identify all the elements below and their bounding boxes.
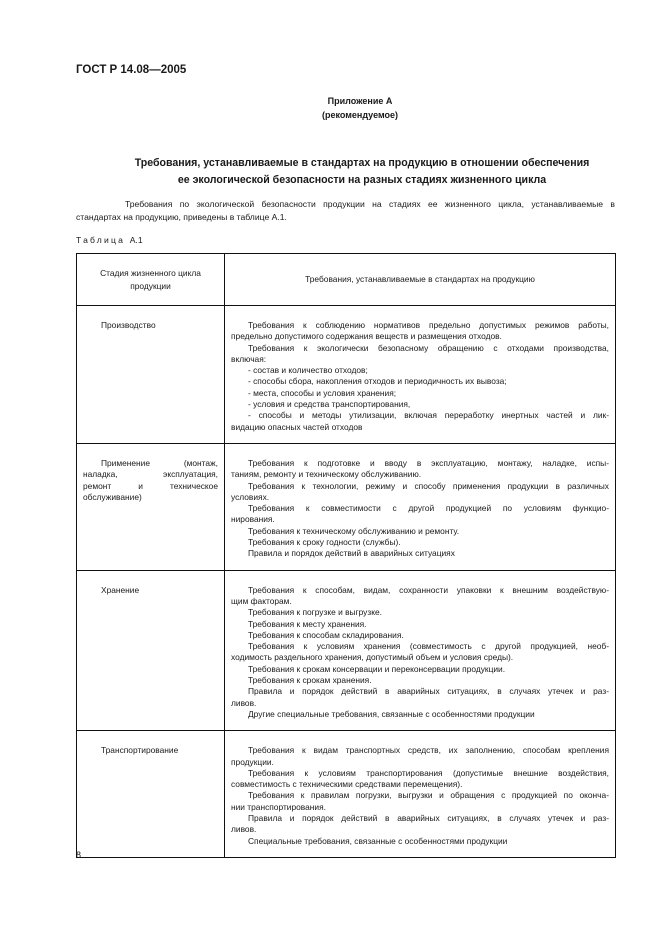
stage-cell: [77, 731, 225, 858]
requirement-line: видацию опасных частей отходов: [231, 421, 363, 432]
requirement-line: таниям, ремонту и техническому обслуживанию.: [231, 469, 422, 480]
requirement-line: Требования к способам, видам, сохранности упаковки к внешним воздействую-: [248, 584, 609, 595]
requirement-line: продукции.: [231, 756, 274, 767]
requirement-line: - способы сбора, накопления отходов и периодичность их вывоза;: [248, 376, 507, 387]
table-label-number: А.1: [129, 235, 143, 245]
requirement-line: Требования к сроку годности (службы).: [248, 537, 401, 548]
table-header-row: [77, 254, 616, 306]
stage-line: Транспортирование: [101, 745, 179, 756]
title-line: Требования, устанавливаемые в стандартах на продукцию в отношении обеспечения: [134, 157, 590, 169]
requirement-line: Требования к срокам хранения.: [248, 675, 372, 686]
stage-line: Производство: [101, 320, 156, 330]
requirement-line: Требования к условиям транспортирования (допустимые внешние воздействия,: [248, 767, 609, 778]
header-stage: Стадия жизненного цикла продукции: [77, 254, 225, 306]
requirement-line: Другие специальные требования, связанные с особенностями продукции: [248, 708, 535, 719]
table-label-word: Таблица: [76, 235, 126, 245]
requirement-line: Специальные требования, связанные с особенностями продукции: [248, 835, 508, 846]
requirement-line: - условия и средства транспортирования,: [248, 399, 411, 410]
title-line: ее экологической безопасности на разных стадиях жизненного цикла: [177, 174, 547, 186]
table-row: [77, 443, 616, 570]
requirement-line: Требования к экологически безопасному обращению с отходами производства,: [248, 342, 609, 353]
appendix-status: (рекомендуемое): [322, 110, 398, 120]
document-id: ГОСТ Р 14.08—2005: [76, 64, 187, 76]
requirement-line: условиях.: [231, 491, 270, 502]
requirement-line: Требования к соблюдению нормативов предельно допустимых режимов работы,: [248, 320, 609, 330]
table-label: [76, 235, 143, 245]
requirement-line: Требования к правилам погрузки, выгрузки и обращения с продукцией по оконча-: [248, 790, 609, 801]
requirement-line: ливов.: [231, 697, 257, 708]
intro-paragraph: [76, 198, 615, 223]
requirement-line: ходимость раздельного хранения, допустимый объем и условия среды).: [231, 652, 514, 663]
requirement-line: Требования к месту хранения.: [248, 618, 367, 629]
requirement-line: нии транспортирования.: [231, 801, 326, 812]
requirement-line: Требования к подготовке и вводу в эксплуатацию, монтажу, наладке, испы-: [248, 457, 609, 468]
requirement-line: - состав и количество отходов;: [248, 365, 368, 376]
requirement-line: - места, способы и условия хранения;: [248, 387, 397, 398]
requirements-cell: [225, 570, 616, 731]
table-row: [77, 731, 616, 858]
requirement-line: Требования к способам складирования.: [248, 629, 404, 640]
requirements-cell: [225, 731, 616, 858]
requirements-cell: [225, 306, 616, 444]
requirement-line: нирования.: [231, 514, 275, 525]
stage-line: Применение (монтаж,: [101, 457, 218, 468]
stage-line: наладка, эксплуатация,: [83, 469, 218, 480]
appendix-label: Приложение А: [327, 96, 393, 106]
requirement-line: Требования к видам транспортных средств, их заполнению, способам крепления: [248, 745, 609, 756]
requirement-line: Требования к срокам консервации и переконсервации продукции.: [248, 663, 506, 674]
stage-line: Хранение: [101, 584, 140, 595]
table-row: [77, 570, 616, 731]
appendix-heading: [210, 94, 510, 122]
requirement-line: Правила и порядок действий в аварийных ситуациях, в случаях утечек и раз-: [248, 686, 609, 697]
requirement-line: Требования к совместимости с другой продукцией по условиям функцио-: [248, 503, 609, 514]
requirement-line: - способы и методы утилизации, включая переработку инертных частей и лик-: [248, 410, 609, 421]
requirement-line: предельно допустимого содержания веществ и размещения отходов.: [231, 331, 502, 342]
section-title: [76, 155, 648, 189]
requirement-line: включая:: [231, 353, 267, 364]
requirement-line: совместимость с техническими средствами перемещения).: [231, 779, 463, 790]
requirements-cell: [225, 443, 616, 570]
table-row: [77, 306, 616, 444]
requirement-line: Требования к условиям хранения (совместимость с другой продукцией, необ-: [248, 641, 609, 652]
stage-cell: [77, 306, 225, 444]
requirement-line: Требования к технологии, режиму и способу применения продукции в различных: [248, 480, 609, 491]
intro-line: Требования по экологической безопасности продукции на стадиях ее жизненного цикла, устанавливаемые в: [125, 199, 615, 209]
requirement-line: ливов.: [231, 824, 257, 835]
stage-cell: [77, 570, 225, 731]
requirement-line: Правила и порядок действий в аварийных ситуациях, в случаях утечек и раз-: [248, 812, 609, 823]
header-requirements: Требования, устанавливаемые в стандартах на продукцию: [225, 254, 616, 306]
stage-cell: [77, 443, 225, 570]
stage-line: ремонт и техническое: [83, 480, 218, 491]
intro-line: стандартах на продукцию, приведены в таблице А.1.: [76, 211, 287, 222]
requirement-line: щим факторам.: [231, 595, 292, 606]
requirement-line: Требования к погрузке и выгрузке.: [248, 607, 382, 618]
page-number: 8: [76, 850, 82, 860]
requirement-line: Правила и порядок действий в аварийных ситуациях: [248, 548, 455, 559]
requirements-table: [76, 253, 616, 858]
stage-line: обслуживание): [83, 491, 142, 502]
requirement-line: Требования к техническому обслуживанию и ремонту.: [248, 525, 460, 536]
